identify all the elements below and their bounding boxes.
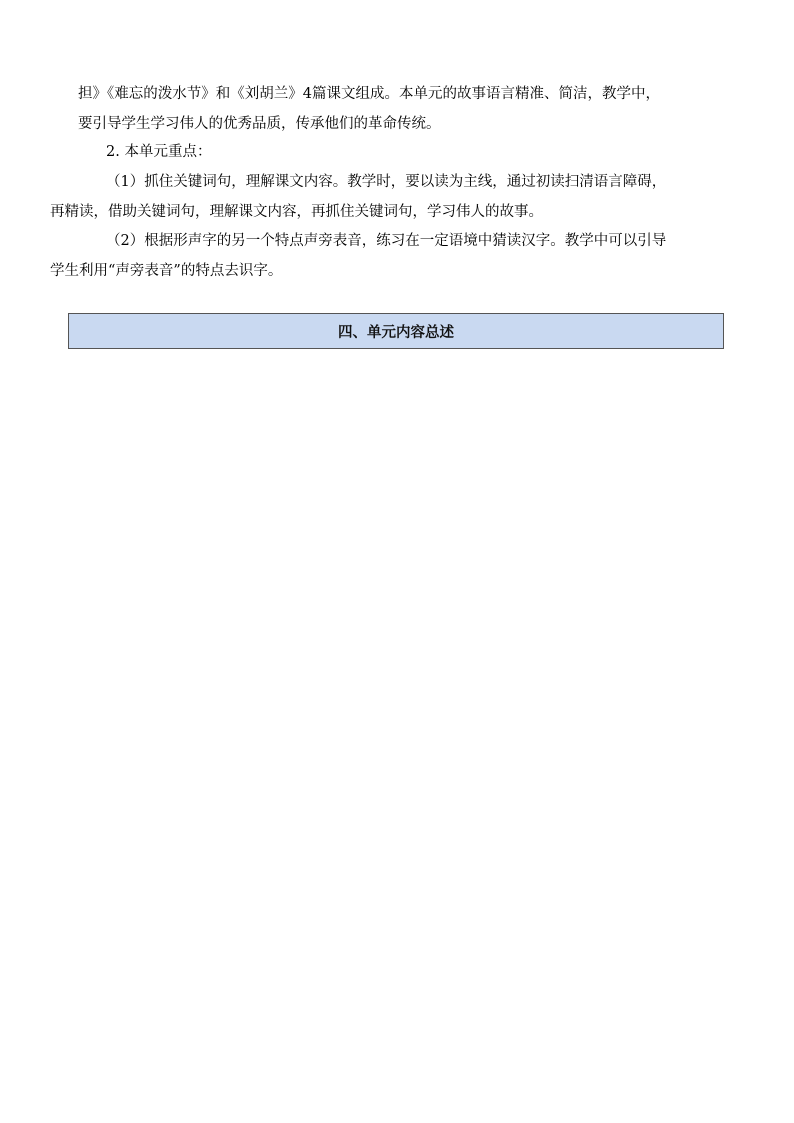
heading-text: 2. 本单元重点： [106, 144, 212, 160]
key-point-2 [50, 226, 728, 286]
text-line: 要引导学生学习伟人的优秀品质，传承他们的革命传统。 [78, 116, 441, 132]
text-line: 再精读，借助关键词句，理解课文内容，再抓住关键词句，学习伟人的故事。 [50, 204, 543, 220]
key-point-1 [50, 167, 728, 227]
section-title: 四、单元内容总述 [338, 324, 454, 341]
text-line: （2）根据形声字的另一个特点声旁表音，练习在一定语境中猜读汉字。教学中可以引导 [106, 233, 667, 249]
text-line: 担》《难忘的泼水节》和《刘胡兰》4篇课文组成。本单元的故事语言精准、简洁，教学中， [78, 86, 660, 102]
paragraph-lesson-summary [78, 79, 728, 139]
text-line: （1）抓住关键词句，理解课文内容。教学时，要以读为主线，通过初读扫清语言障碍， [106, 174, 667, 190]
text-line: 学生利用“声旁表音”的特点去识字。 [50, 263, 283, 279]
section-header-bar [68, 313, 724, 349]
heading-unit-key-points [78, 137, 728, 167]
